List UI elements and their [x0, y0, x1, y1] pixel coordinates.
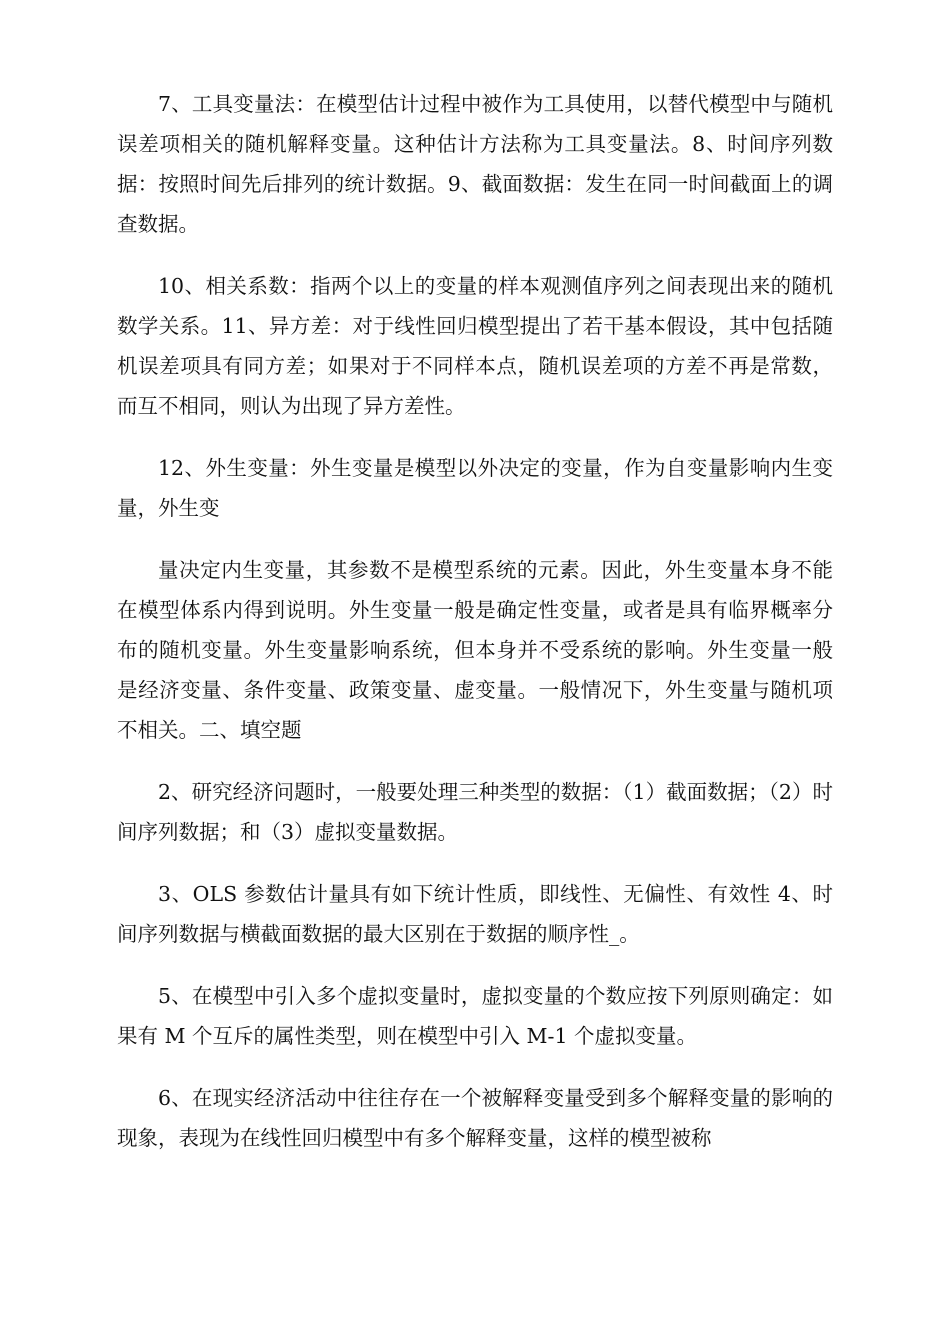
paragraph-correlation-heteroscedasticity: 10、相关系数：指两个以上的变量的样本观测值序列之间表现出来的随机数学关系。11、异方差：对于线性回归模型提出了若干基本假设，其中包括随机误差项具有同方差；如果对于不同样本点，随机误差项的方差不再是常数，而互不相同，则认为出现了异方差性。 — [117, 274, 833, 418]
paragraph-exogenous-variable-start: 12、外生变量：外生变量是模型以外决定的变量，作为自变量影响内生变量，外生变 — [117, 456, 833, 520]
paragraph-exogenous-variable-continued: 量决定内生变量，其参数不是模型系统的元素。因此，外生变量本身不能在模型体系内得到说明。外生变量一般是确定性变量，或者是具有临界概率分布的随机变量。外生变量影响系统，但本身并不受系统的影响。外生变量一般是经济变量、条件变量、政策变量、虚变量。一般情况下，外生变量与随机项不相关。二、填空题 — [117, 558, 833, 742]
paragraph-fill-blank-2: 2、研究经济问题时，一般要处理三种类型的数据：（1）截面数据；（2）时间序列数据；和（3）虚拟变量数据。 — [117, 780, 833, 844]
paragraph-fill-blank-5: 5、在模型中引入多个虚拟变量时，虚拟变量的个数应按下列原则确定：如果有 M 个互斥的属性类型，则在模型中引入 M-1 个虚拟变量。 — [117, 984, 833, 1048]
paragraph-instrumental-variable: 7、工具变量法：在模型估计过程中被作为工具使用，以替代模型中与随机误差项相关的随机解释变量。这种估计方法称为工具变量法。8、时间序列数据：按照时间先后排列的统计数据。9、截面数据：发生在同一时间截面上的调查数据。 — [117, 92, 833, 236]
paragraph-fill-blank-3-4: 3、OLS 参数估计量具有如下统计性质，即线性、无偏性、有效性 4、时间序列数据与横截面数据的最大区别在于数据的顺序性_。 — [117, 882, 833, 946]
document-body — [117, 84, 833, 1180]
paragraph-fill-blank-6: 6、在现实经济活动中往往存在一个被解释变量受到多个解释变量的影响的现象，表现为在线性回归模型中有多个解释变量，这样的模型被称 — [117, 1086, 833, 1150]
